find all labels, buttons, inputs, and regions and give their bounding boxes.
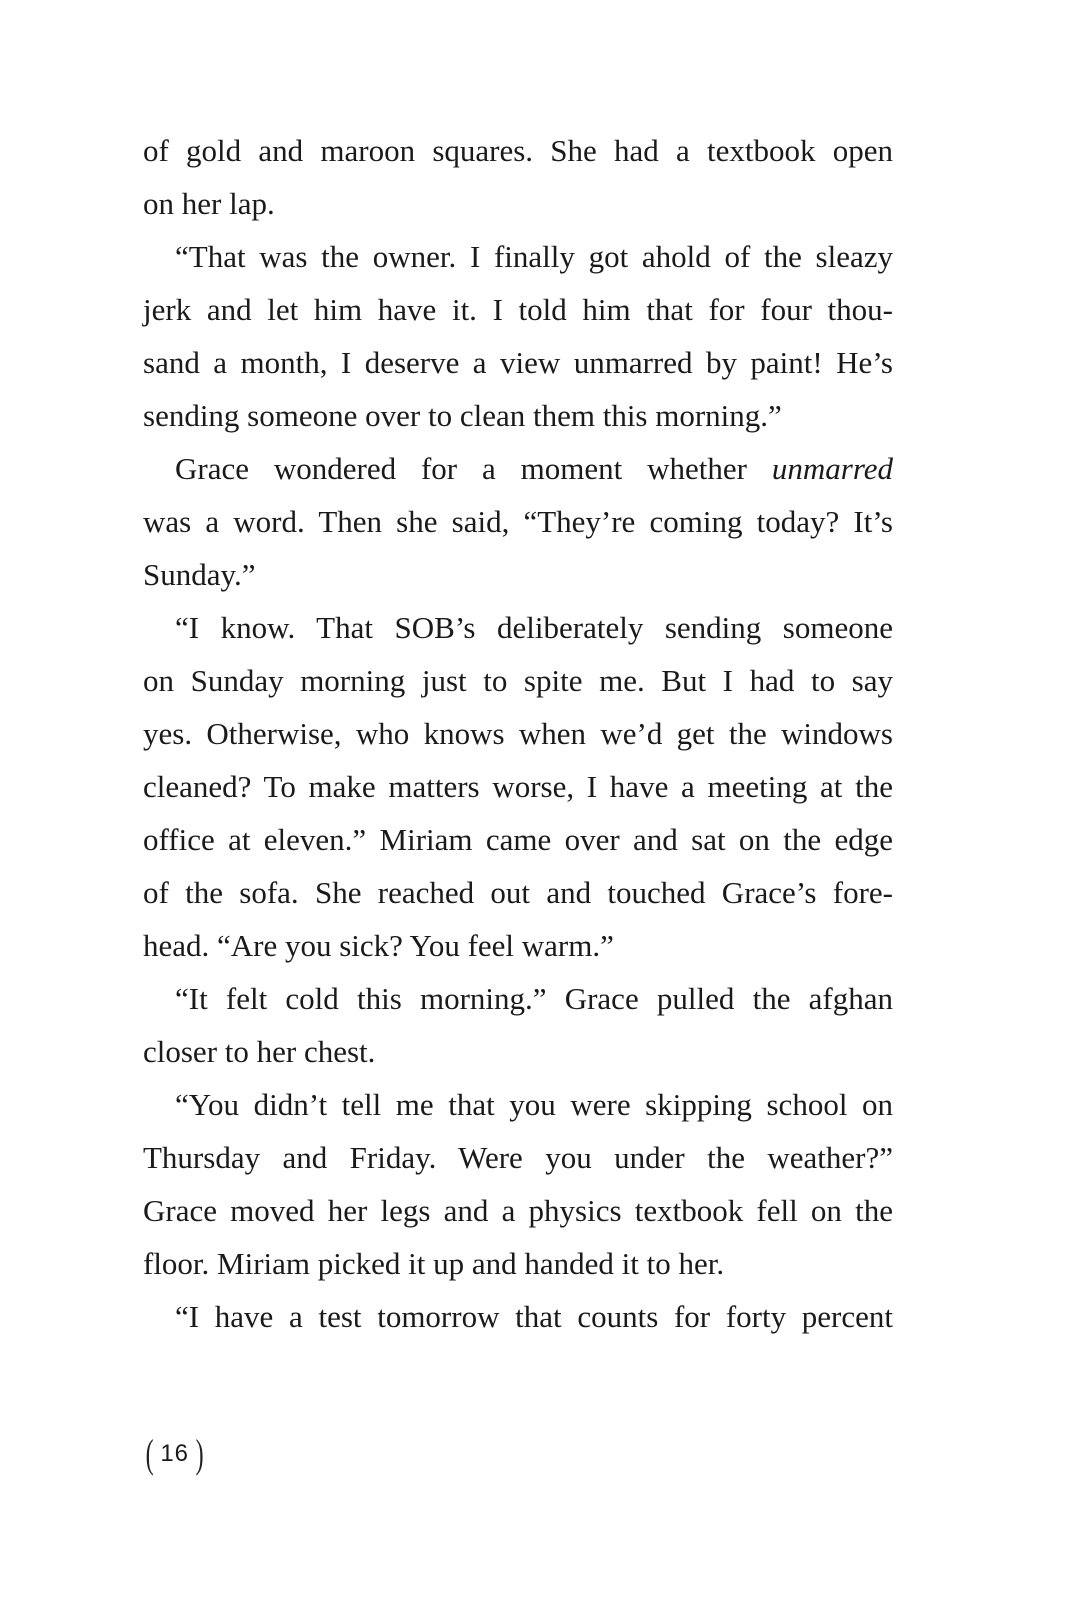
- page-number: [143, 1430, 206, 1477]
- text-line: “That was the owner. I finally got ahold of the sleazy: [175, 239, 893, 274]
- text-line: “You didn’t tell me that you were skipping school on: [175, 1087, 893, 1122]
- folio-close-paren: ): [195, 1431, 204, 1476]
- text-line: “I know. That SOB’s deliberately sending someone: [175, 610, 893, 645]
- text-line: sand a month, I deserve a view unmarred by paint! He’s: [143, 345, 893, 380]
- text-line: office at eleven.” Miriam came over and sat on the edge: [143, 822, 893, 857]
- text-line: “It felt cold this morning.” Grace pulled the afghan: [175, 981, 893, 1016]
- text-segment: Grace wondered for a moment whether: [175, 451, 747, 486]
- text-line: sending someone over to clean them this morning.”: [143, 398, 782, 433]
- italic-word: unmarred: [771, 451, 894, 486]
- text-line: closer to her chest.: [143, 1034, 376, 1069]
- text-line: floor. Miriam picked it up and handed it to her.: [143, 1246, 725, 1281]
- page-number-value: 16: [160, 1439, 190, 1467]
- text-line: on Sunday morning just to spite me. But I had to say: [143, 663, 893, 698]
- text-line: Grace moved her legs and a physics textbook fell on the: [143, 1193, 893, 1228]
- text-line: head. “Are you sick? You feel warm.”: [143, 928, 614, 963]
- text-line: yes. Otherwise, who knows when we’d get the windows: [143, 716, 893, 751]
- folio-open-paren: (: [145, 1431, 154, 1476]
- text-line: Thursday and Friday. Were you under the weather?”: [143, 1140, 893, 1175]
- text-line: cleaned? To make matters worse, I have a meeting at the: [143, 769, 893, 804]
- text-line: of the sofa. She reached out and touched Grace’s fore-: [143, 875, 893, 910]
- text-line: Sunday.”: [143, 557, 256, 592]
- text-line: “I have a test tomorrow that counts for forty percent: [175, 1299, 893, 1334]
- text-line: [143, 442, 893, 495]
- text-line: of gold and maroon squares. She had a textbook open: [143, 133, 893, 168]
- body-text: [143, 124, 893, 1343]
- text-line: jerk and let him have it. I told him that for four thou-: [143, 292, 893, 327]
- text-line: was a word. Then she said, “They’re coming today? It’s: [143, 504, 893, 539]
- text-line: on her lap.: [143, 186, 275, 221]
